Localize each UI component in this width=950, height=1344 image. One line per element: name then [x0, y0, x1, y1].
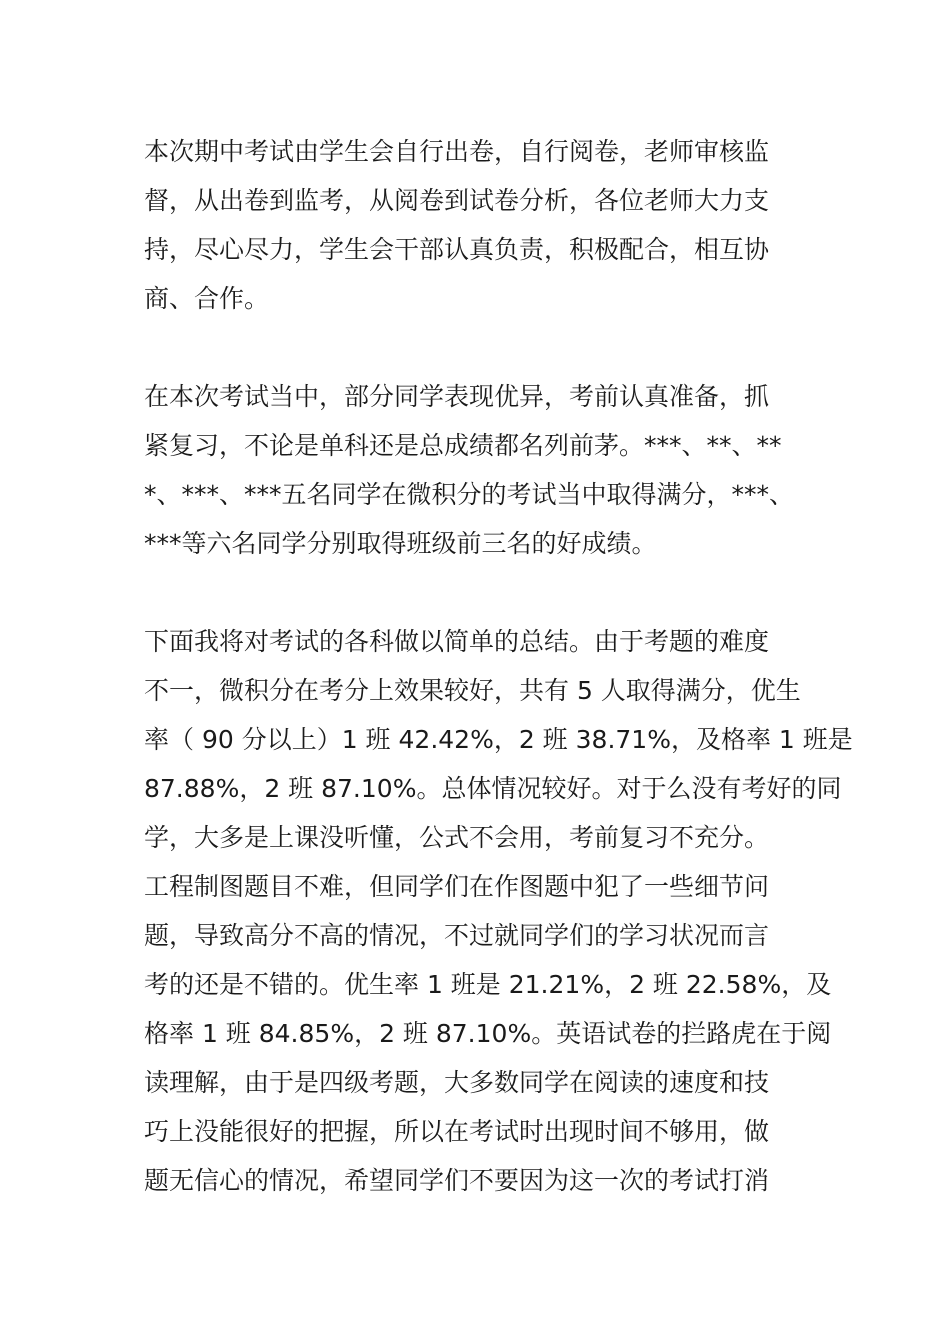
paragraph-2 — [144, 372, 816, 568]
text-line: 紧复习，不论是单科还是总成绩都名列前茅。***、**、** — [144, 431, 782, 460]
text-line: 题无信心的情况，希望同学们不要因为这一次的考试打消 — [144, 1166, 770, 1195]
text-line: 在本次考试当中，部分同学表现优异，考前认真准备，抓 — [144, 382, 770, 411]
text-line: 巧上没能很好的把握，所以在考试时出现时间不够用，做 — [144, 1117, 770, 1146]
text-line: 下面我将对考试的各科做以简单的总结。由于考题的难度 — [144, 627, 770, 656]
text-line: ***等六名同学分别取得班级前三名的好成绩。 — [144, 529, 657, 558]
text-line: 督，从出卷到监考，从阅卷到试卷分析，各位老师大力支 — [144, 186, 770, 215]
text-line: 不一，微积分在考分上效果较好，共有 5 人取得满分，优生 — [144, 676, 801, 705]
text-line: 格率 1 班 84.85%，2 班 87.10%。英语试卷的拦路虎在于阅 — [144, 1019, 832, 1048]
text-line: 题，导致高分不高的情况，不过就同学们的学习状况而言 — [144, 921, 770, 950]
paragraph-1 — [144, 127, 816, 323]
text-line: 87.88%，2 班 87.10%。总体情况较好。对于么没有考好的同 — [144, 774, 842, 803]
text-line: 读理解，由于是四级考题，大多数同学在阅读的速度和技 — [144, 1068, 770, 1097]
text-line: 持，尽心尽力，学生会干部认真负责，积极配合，相互协 — [144, 235, 770, 264]
text-line: 学，大多是上课没听懂，公式不会用，考前复习不充分。 — [144, 823, 770, 852]
text-line: 商、合作。 — [144, 284, 270, 313]
text-line: 率（ 90 分以上）1 班 42.42%，2 班 38.71%，及格率 1 班是 — [144, 725, 853, 754]
text-line: 本次期中考试由学生会自行出卷，自行阅卷，老师审核监 — [144, 137, 770, 166]
paragraph-3 — [144, 617, 853, 1205]
text-line: 工程制图题目不难，但同学们在作图题中犯了一些细节问 — [144, 872, 770, 901]
document-body — [144, 127, 853, 1254]
text-line: 考的还是不错的。优生率 1 班是 21.21%，2 班 22.58%，及 — [144, 970, 832, 999]
text-line: *、***、***五名同学在微积分的考试当中取得满分，***、 — [144, 480, 795, 509]
